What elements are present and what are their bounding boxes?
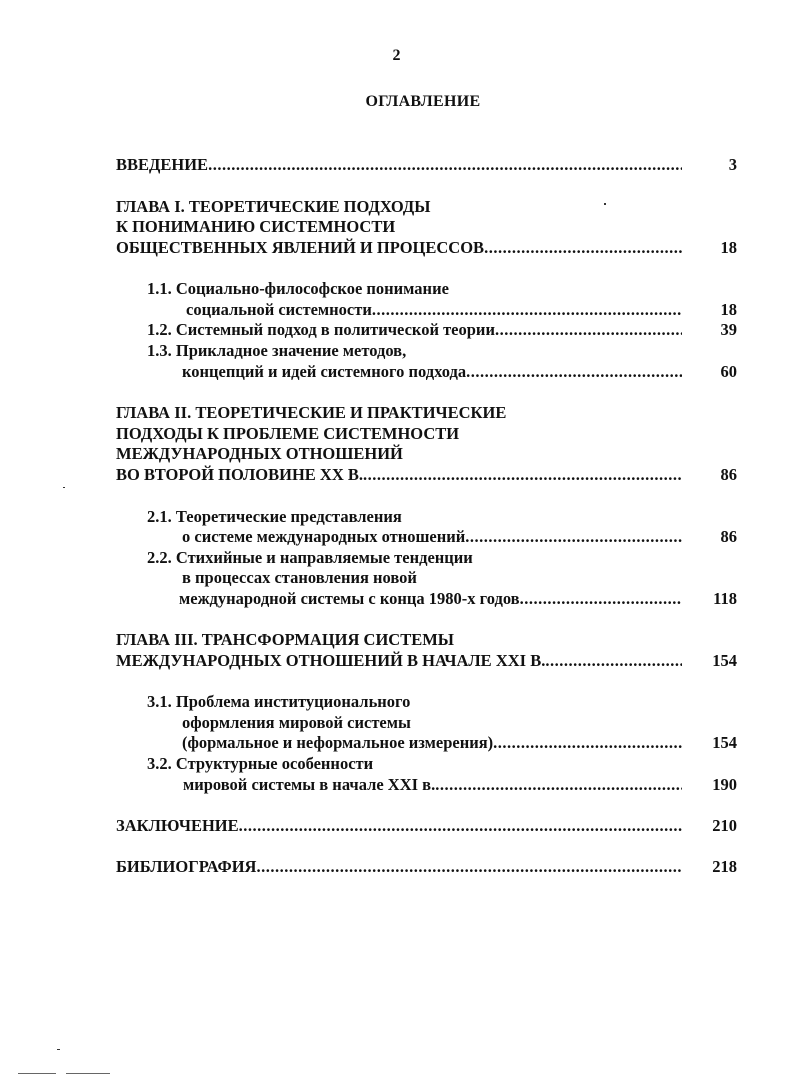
toc-entry-title: концепций и идей системного подхода — [182, 362, 467, 381]
toc-entry-title: ВО ВТОРОЙ ПОЛОВИНЕ XX В. — [116, 465, 364, 484]
dot-leader — [465, 527, 682, 547]
toc-entry-title-line: 2.2. Стихийные и направляемые тенденции — [147, 548, 473, 567]
dot-leader — [256, 857, 682, 877]
dot-leader — [239, 816, 682, 836]
toc-entry-title: ЗАКЛЮЧЕНИЕ — [116, 816, 239, 835]
toc-entry-title: международной системы с конца 1980-х годов — [179, 589, 520, 608]
toc-entry-title-line: МЕЖДУНАРОДНЫХ ОТНОШЕНИЙ — [116, 444, 403, 463]
toc-page-number: 18 — [720, 300, 737, 319]
toc-page-number: 86 — [720, 527, 737, 546]
toc-entry-title: БИБЛИОГРАФИЯ — [116, 857, 257, 876]
toc-entry-title: 1.2. Системный подход в политической теории — [147, 320, 495, 339]
toc-entry-title-line: К ПОНИМАНИЮ СИСТЕМНОСТИ — [116, 217, 396, 236]
toc-page-number: 154 — [712, 733, 737, 752]
toc-entry-title-line: ПОДХОДЫ К ПРОБЛЕМЕ СИСТЕМНОСТИ — [116, 424, 460, 443]
toc-entry-title-line: 1.3. Прикладное значение методов, — [147, 341, 407, 360]
toc-page-number: 3 — [728, 155, 737, 174]
toc-entry-title: ВВЕДЕНИЕ — [116, 155, 209, 174]
toc-entry-title-line: 1.1. Социально-философское понимание — [147, 279, 449, 298]
toc-entry-title: (формальное и неформальное измерения) — [182, 733, 494, 752]
toc-page-number: 39 — [720, 320, 737, 339]
dot-leader — [372, 300, 682, 320]
toc-entry-title: мировой системы в начале XXI в. — [183, 775, 436, 794]
page-title: ОГЛАВЛЕНИЕ — [365, 93, 481, 110]
page-number: 2 — [392, 47, 401, 64]
toc-entry-title-line: в процессах становления новой — [182, 568, 417, 587]
dot-leader — [363, 465, 682, 485]
toc-page-number: 190 — [712, 775, 737, 794]
dot-leader — [466, 362, 682, 382]
toc-page-number: 218 — [712, 857, 737, 876]
toc-page-number: 154 — [712, 651, 737, 670]
scan-speck — [63, 487, 65, 488]
dot-leader — [493, 733, 682, 753]
dot-leader — [545, 651, 682, 671]
toc-entry-title-line: ГЛАВА I. ТЕОРЕТИЧЕСКИЕ ПОДХОДЫ — [116, 197, 431, 216]
dot-leader — [520, 589, 682, 609]
toc-page-number: 18 — [720, 238, 737, 257]
toc-page-number: 86 — [720, 465, 737, 484]
toc-entry-title-line: 3.1. Проблема институционального — [147, 692, 411, 711]
toc-entry-title-line: ГЛАВА III. ТРАНСФОРМАЦИЯ СИСТЕМЫ — [116, 630, 455, 649]
scan-speck — [57, 1049, 60, 1050]
scan-edge-mark — [18, 1073, 56, 1074]
toc-entry-title: ОБЩЕСТВЕННЫХ ЯВЛЕНИЙ И ПРОЦЕССОВ — [116, 238, 485, 257]
dot-leader — [208, 155, 682, 175]
dot-leader — [484, 238, 682, 258]
toc-page-number: 210 — [712, 816, 737, 835]
dot-leader — [495, 320, 682, 340]
toc-page-number: 118 — [713, 589, 737, 608]
toc-page-number: 60 — [720, 362, 737, 381]
toc-entry-title-line: 3.2. Структурные особенности — [147, 754, 374, 773]
toc-entry-title: о системе международных отношений — [182, 527, 466, 546]
toc-entry-title: социальной системности — [186, 300, 372, 319]
toc-entry-title-line: 2.1. Теоретические представления — [147, 507, 402, 526]
dot-leader — [435, 775, 682, 795]
toc-entry-title-line: оформления мировой системы — [182, 713, 411, 732]
scan-speck — [604, 203, 606, 205]
toc-entry-title-line: ГЛАВА II. ТЕОРЕТИЧЕСКИЕ И ПРАКТИЧЕСКИЕ — [116, 403, 507, 422]
scan-edge-mark — [66, 1073, 110, 1074]
toc-entry-title: МЕЖДУНАРОДНЫХ ОТНОШЕНИЙ В НАЧАЛЕ XXI В. — [116, 651, 546, 670]
